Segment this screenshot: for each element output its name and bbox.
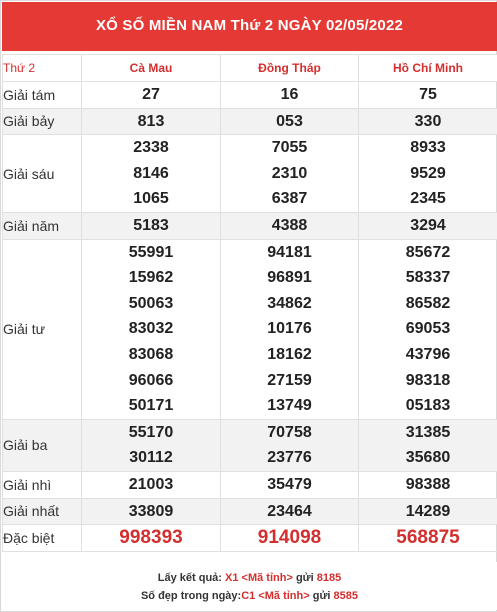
prize-number: 1065 [133, 190, 169, 208]
special-prize-number: 998393 [119, 527, 183, 549]
footer-line2-number: 8585 [333, 590, 359, 602]
footer-line1-mid: gửi [295, 572, 314, 584]
prize-row-giai-ba [3, 419, 497, 471]
prize-number: 18162 [267, 345, 312, 363]
prize-number: 7055 [271, 139, 308, 157]
prize-number: 2338 [133, 139, 169, 157]
prize-number: 55170 [128, 423, 174, 441]
page-title [2, 2, 497, 51]
prize-number: 43796 [405, 345, 451, 363]
prize-number: 50171 [128, 397, 174, 415]
prize-cell [221, 419, 359, 471]
prize-number: 8933 [410, 139, 446, 157]
prize-number: 85672 [405, 243, 451, 261]
prize-cell [221, 212, 359, 239]
prize-cell [359, 108, 497, 135]
prize-cell [82, 108, 221, 135]
results-table [2, 54, 497, 552]
prize-row-giai-nam [3, 212, 497, 239]
prize-number: 2310 [271, 164, 308, 182]
prize-row-giai-sau [3, 135, 497, 213]
prize-label: Giải bảy [3, 108, 82, 135]
header-row [3, 55, 497, 82]
prize-cell [82, 212, 221, 239]
header-day: Thứ 2 [3, 55, 82, 82]
prize-row-dac-biet [3, 525, 497, 552]
prize-number: 30112 [129, 449, 173, 467]
prize-number: 330 [414, 112, 442, 130]
prize-number: 05183 [405, 397, 451, 415]
prize-number: 053 [276, 112, 303, 130]
footer-line2-mid: gửi [312, 590, 331, 602]
province-link-ho-chi-minh[interactable]: Hồ Chí Minh [359, 55, 497, 82]
prize-cell [359, 82, 497, 109]
prize-number: 50063 [128, 294, 174, 312]
results-body [3, 82, 497, 552]
prize-row-giai-tu [3, 239, 497, 419]
prize-number: 13749 [267, 397, 312, 415]
prize-cell [359, 525, 497, 552]
prize-number: 83032 [128, 320, 174, 338]
prize-number: 75 [419, 86, 437, 103]
prize-number: 33809 [128, 502, 174, 520]
prize-number: 34862 [267, 294, 312, 312]
footer-line-lucky [2, 587, 497, 605]
prize-number: 8146 [133, 164, 169, 182]
prize-number: 96891 [267, 269, 312, 287]
footer-line2-prefix: Số đẹp trong ngày: [140, 590, 242, 602]
province-link-dong-thap[interactable]: Đồng Tháp [221, 55, 359, 82]
prize-cell [359, 419, 497, 471]
prize-number: 16 [280, 86, 299, 103]
prize-cell [82, 471, 221, 498]
special-prize-number: 568875 [396, 527, 460, 549]
prize-number: 14289 [405, 502, 451, 520]
prize-number: 23776 [267, 449, 312, 467]
footer-line1-prefix: Lấy kết quả: [157, 572, 222, 584]
prize-number: 94181 [267, 243, 312, 261]
prize-cell [82, 498, 221, 525]
prize-number: 3294 [410, 216, 446, 234]
prize-cell [82, 239, 221, 419]
prize-row-giai-nhat [3, 498, 497, 525]
prize-cell [82, 525, 221, 552]
prize-number: 58337 [405, 269, 451, 287]
prize-label: Đặc biệt [3, 525, 82, 552]
prize-row-giai-tam [3, 82, 497, 109]
prize-label: Giải tám [3, 82, 82, 109]
prize-label: Giải nhất [3, 498, 82, 525]
prize-number: 10176 [267, 320, 312, 338]
prize-cell [82, 419, 221, 471]
prize-cell [221, 471, 359, 498]
prize-number: 86582 [405, 294, 451, 312]
prize-number: 70758 [267, 423, 312, 441]
prize-cell [221, 135, 359, 213]
title-prefix: XỔ SỐ MIỀN NAM [95, 17, 227, 34]
prize-number: 813 [137, 112, 165, 130]
prize-number: 2345 [410, 190, 446, 208]
prize-label: Giải nhì [3, 471, 82, 498]
footer-line1-code: X1 <Mã tỉnh> [225, 572, 293, 584]
prize-label: Giải tư [3, 239, 82, 419]
prize-cell [359, 212, 497, 239]
prize-number: 83068 [128, 345, 174, 363]
prize-number: 15962 [128, 269, 174, 287]
prize-cell [359, 239, 497, 419]
prize-number: 69053 [405, 320, 451, 338]
footer-line2-code: C1 <Mã tỉnh> [241, 590, 310, 602]
prize-number: 96066 [128, 371, 174, 389]
footer-line-results [2, 569, 497, 587]
prize-cell [82, 135, 221, 213]
prize-cell [221, 498, 359, 525]
prize-number: 21003 [128, 475, 174, 493]
prize-cell [221, 239, 359, 419]
prize-number: 98388 [405, 475, 451, 493]
title-day: Thứ 2 [230, 17, 274, 34]
prize-number: 27 [142, 86, 160, 103]
prize-label: Giải sáu [3, 135, 82, 213]
prize-number: 35680 [405, 449, 451, 467]
prize-number: 98318 [405, 371, 451, 389]
prize-number: 5183 [133, 216, 169, 234]
prize-row-giai-nhi [3, 471, 497, 498]
province-link-ca-mau[interactable]: Cà Mau [82, 55, 221, 82]
prize-label: Giải năm [3, 212, 82, 239]
footer-line1-number: 8185 [316, 572, 342, 584]
prize-number: 55991 [128, 243, 174, 261]
prize-number: 35479 [267, 475, 312, 493]
title-date: NGÀY 02/05/2022 [277, 17, 404, 34]
prize-number: 6387 [271, 190, 308, 208]
prize-cell [221, 108, 359, 135]
prize-number: 31385 [405, 423, 451, 441]
footer-sms-info [2, 562, 497, 610]
prize-cell [221, 525, 359, 552]
prize-cell [221, 82, 359, 109]
prize-cell [359, 471, 497, 498]
prize-number: 23464 [267, 502, 312, 520]
prize-number: 27159 [267, 371, 312, 389]
prize-cell [359, 135, 497, 213]
prize-cell [359, 498, 497, 525]
special-prize-number: 914098 [257, 527, 322, 549]
prize-cell [82, 82, 221, 109]
prize-number: 9529 [410, 164, 446, 182]
prize-label: Giải ba [3, 419, 82, 471]
prize-row-giai-bay [3, 108, 497, 135]
prize-number: 4388 [271, 216, 308, 234]
